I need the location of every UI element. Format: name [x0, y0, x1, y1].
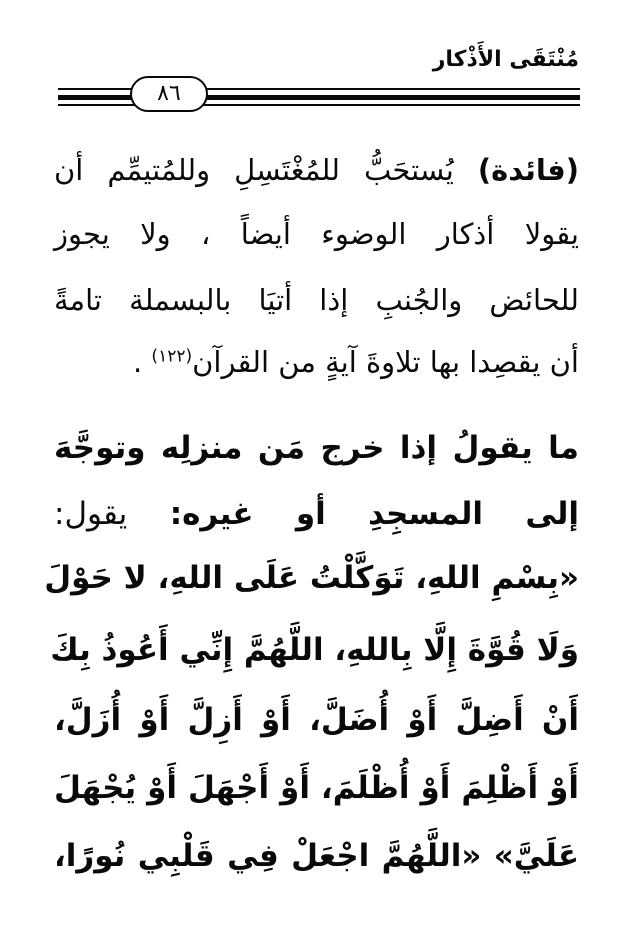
section-heading-line-2	[54, 484, 579, 544]
paragraph-line-3: للحائض والجُنبِ إذا أتيَا بالبسملة تامةً	[54, 283, 579, 317]
paragraph-line-2: يقولا أذكار الوضوء أيضاً ، ولا يجوز	[54, 217, 579, 251]
running-title: مُنْتَقَى الأَذْكار	[432, 47, 579, 72]
dua-line-4: أَوْ أَظْلِمَ أَوْ أُظْلَمَ، أَوْ أَجْهَلَ أَوْ يُجْهَلَ	[54, 770, 579, 806]
dua-line-2: وَلَا قُوَّةَ إِلَّا بِاللهِ، اللَّهُمَّ إِنِّي أَعُوذُ بِكَ	[50, 632, 579, 668]
sentence-end: .	[132, 345, 143, 379]
paragraph-text: أن يقصِدا بها تلاوةَ آيةٍ من القرآن	[192, 345, 579, 379]
dua-line-5: عَلَيَّ» «اللَّهُمَّ اجْعَلْ فِي قَلْبِي نُورًا،	[54, 838, 579, 874]
dua-line-1: «بِسْمِ اللهِ، تَوَكَّلْتُ عَلَى اللهِ، لا حَوْلَ	[44, 560, 579, 596]
intro-word: يقول:	[54, 496, 128, 532]
section-heading-cont: إلى المسجِدِ أو غيره:	[169, 496, 580, 532]
dua-line-3: أَنْ أَضِلَّ أَوْ أُضَلَّ، أَوْ أَزِلَّ أَوْ أُزَلَّ،	[54, 702, 579, 738]
paragraph-text: يُستحَبُّ للمُغْتَسِلِ وللمُتيمِّم أن	[54, 153, 454, 187]
footnote-reference: (١٢٢)	[151, 346, 193, 367]
note-label: (فائدة)	[477, 153, 579, 187]
section-heading: ما يقولُ إذا خرج مَن منزلِه وتوجَّهَ	[54, 430, 579, 466]
page-number-badge	[130, 76, 208, 112]
paragraph-line-1	[54, 140, 579, 200]
paragraph-line-4	[54, 332, 579, 392]
page-number: ٨٦	[157, 81, 181, 106]
